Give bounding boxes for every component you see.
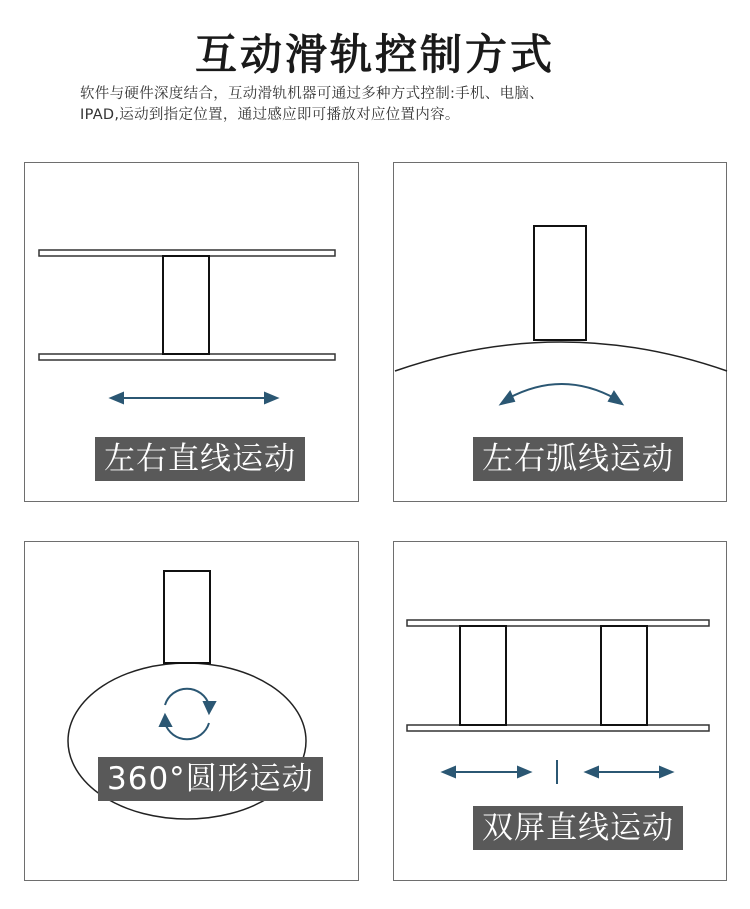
curved-double-arrow-icon: [501, 384, 622, 404]
double-arrow-icon: [443, 767, 530, 777]
panel-label: 双屏直线运动: [473, 806, 683, 850]
screen-carriage: [164, 571, 210, 663]
top-rail: [407, 620, 709, 626]
page-title: 互动滑轨控制方式: [194, 30, 555, 79]
panel-label: 360°圆形运动: [98, 757, 323, 801]
screen-carriage-left: [460, 626, 506, 725]
panel-circular-motion: [24, 541, 359, 881]
panel-label: 左右弧线运动: [473, 437, 683, 481]
subtitle-line-1: 软件与硬件深度结合，互动滑轨机器可通过多种方式控制:手机、电脑、: [80, 86, 544, 102]
panel-arc-motion: [393, 162, 727, 502]
screen-carriage: [163, 256, 209, 354]
screen-carriage-right: [601, 626, 647, 725]
double-arrow-icon: [111, 393, 277, 403]
circular-motion-diagram: [25, 542, 360, 882]
bottom-rail: [407, 725, 709, 731]
arc-rail: [395, 342, 727, 371]
subtitle-line-2: IPAD,运动到指定位置，通过感应即可播放对应位置内容。: [80, 107, 460, 123]
screen-carriage: [534, 226, 586, 340]
page-subtitle: [80, 84, 700, 126]
panel-label: 左右直线运动: [95, 437, 305, 481]
panel-dual-screen-motion: [393, 541, 727, 881]
panel-linear-motion: [24, 162, 359, 502]
double-arrow-icon: [586, 767, 672, 777]
